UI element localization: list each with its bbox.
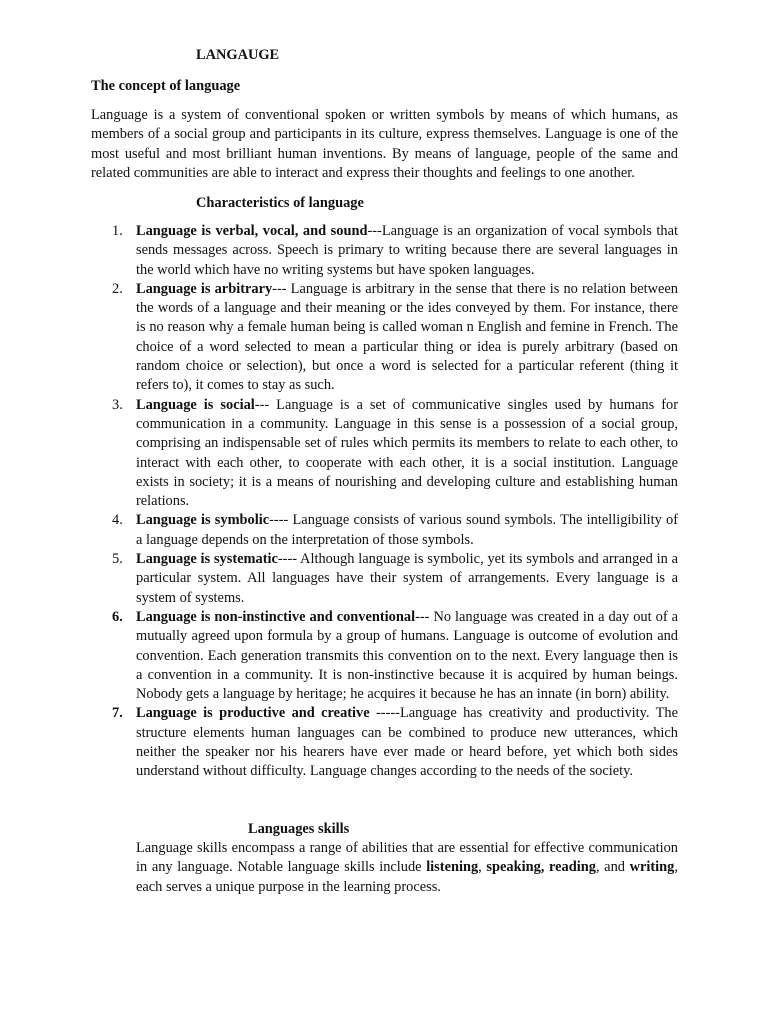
- skills-text: Language skills encompass a range of abilities that are essential for effective communication in any language. Notable language skills include: [136, 840, 678, 876]
- document-title: LANGAUGE: [196, 47, 280, 63]
- list-number: 1.: [112, 223, 123, 239]
- list-number: 5.: [112, 551, 123, 568]
- item-lead: Language is arbitrary: [136, 280, 273, 297]
- list-number: 6.: [112, 608, 123, 625]
- skill-writing: writing: [629, 859, 675, 876]
- skill-speaking: speaking,: [486, 859, 545, 876]
- item-lead: Language is non-instinctive and conventional: [136, 608, 416, 625]
- list-item: [112, 511, 678, 550]
- list-item: [112, 280, 678, 396]
- skills-text: , each serves a unique purpose in the learning process.: [136, 859, 678, 895]
- item-text: -----Language has creativity and productivity. The structure elements human languages can be combined to produce new utterances, which neither the speaker nor his hearers have ever made or heard before, yet which both sides understand without difficulty. Language changes according to the needs of the society.: [136, 705, 678, 780]
- intro-paragraph: Language is a system of conventional spoken or written symbols by means of which humans, as members of a social group and participants in its culture, express themselves. Language is one of the most useful and most brilliant human inventions. By means of language, people of the same and related communities are able to interact and express their thoughts and feelings to one another.: [91, 107, 678, 181]
- skills-paragraph: [136, 839, 678, 897]
- item-lead: Language is productive and creative: [136, 705, 370, 722]
- item-lead: Language is verbal, vocal, and sound: [136, 223, 368, 239]
- item-text: --- No language was created in a day out of a mutually agreed upon formula by a group of humans. Language is outcome of evolution and convention. Each generation transmits this convention on to the next. Every language then is a convention in a community. It is non-instinctive because it is acquired by human beings. Nobody gets a language by heritage; he acquires it because he has an innate (in born) ability.: [136, 608, 678, 703]
- item-lead: Language is systematic: [136, 551, 278, 568]
- item-text: ---Language is an organization of vocal symbols that sends messages across. Speech is primary to writing because there are several languages in the world which have no writing systems but have spoken languages.: [136, 223, 678, 278]
- skill-reading: reading: [549, 859, 596, 876]
- list-item: [112, 396, 678, 512]
- list-number: 2.: [112, 280, 123, 297]
- item-text: --- Language is a set of communicative singles used by humans for communication in a community. Language in this sense is a possession of a social group, comprising an indispensable set of rules which permits its members to relate to each other, to interact with each other, to cooperate with each other, it is a social institution. Language exists in society; it is a means of nourishing and developing culture and establishing human relations.: [136, 396, 678, 510]
- item-text: ---- Although language is symbolic, yet its symbols and arranged in a particular system. All languages have their system of arrangements. Every language is a system of systems.: [136, 551, 679, 606]
- list-item: [112, 608, 678, 704]
- item-lead: Language is symbolic: [136, 512, 270, 529]
- skills-heading: Languages skills: [248, 821, 350, 837]
- list-number: 7.: [112, 705, 123, 722]
- skills-separator: ,: [478, 859, 487, 876]
- skills-separator: , and: [595, 859, 630, 876]
- list-item: [112, 704, 678, 781]
- concept-heading: The concept of language: [91, 78, 241, 94]
- item-text: --- Language is arbitrary in the sense that there is no relation between the words of a language and their meaning or the ides conveyed by them. For instance, there is no reason why a female human being is called woman n English and femine in French. The choice of a word selected to mean a particular thing or idea is purely arbitrary (based on random choice or selection), but once a word is selected for a particular referent (thing it refers to), it comes to stay as such.: [136, 280, 678, 394]
- item-text: ---- Language consists of various sound symbols. The intelligibility of a language depends on the interpretation of those symbols.: [136, 512, 678, 548]
- list-item: [112, 222, 678, 280]
- characteristics-list: [112, 222, 679, 782]
- list-number: 3.: [112, 396, 123, 413]
- item-lead: Language is social: [136, 396, 255, 413]
- skill-listening: listening: [426, 859, 479, 876]
- list-item: [112, 550, 679, 608]
- list-number: 4.: [112, 512, 123, 529]
- characteristics-heading: Characteristics of language: [196, 195, 364, 211]
